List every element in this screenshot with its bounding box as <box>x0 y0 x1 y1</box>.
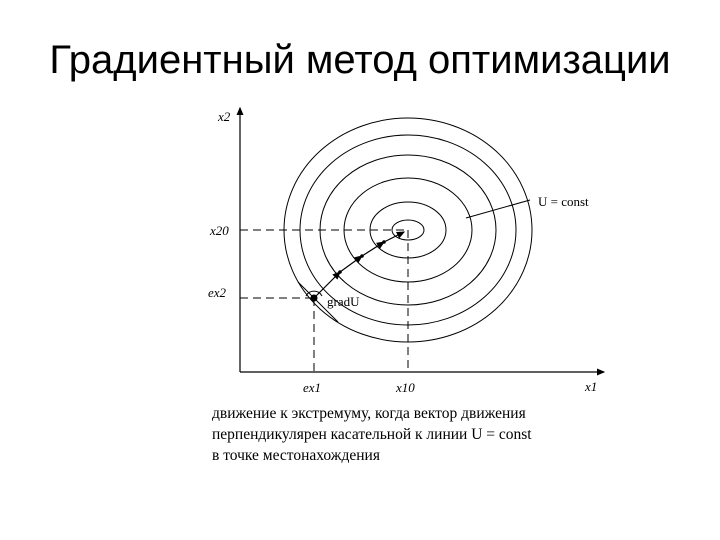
caption-line-1: движение к экстремуму, когда вектор движения <box>212 405 526 422</box>
path-step-2 <box>340 256 362 272</box>
ex1-label: ex1 <box>303 380 322 395</box>
path-point-2 <box>360 254 364 258</box>
path-point-1 <box>338 270 342 274</box>
slide-title: Градиентный метод оптимизации <box>49 38 671 82</box>
x20-label: x20 <box>210 223 229 238</box>
caption-line-3: в точке местонахождения <box>212 447 380 464</box>
ex2-label: ex2 <box>208 285 227 300</box>
x2-axis-label: x2 <box>218 109 231 124</box>
x10-label: x10 <box>396 380 415 395</box>
caption-line-2: перпендикулярен касательной к линии U = const <box>212 426 532 443</box>
grad-label: gradU <box>327 294 360 309</box>
path-point-3 <box>382 240 386 244</box>
caption <box>212 403 632 466</box>
current-point <box>311 295 318 302</box>
path-step-4 <box>384 232 404 242</box>
x1-axis-label: x1 <box>585 379 598 394</box>
level-line-label: U = const <box>538 194 589 209</box>
level-leader-line <box>466 200 530 218</box>
